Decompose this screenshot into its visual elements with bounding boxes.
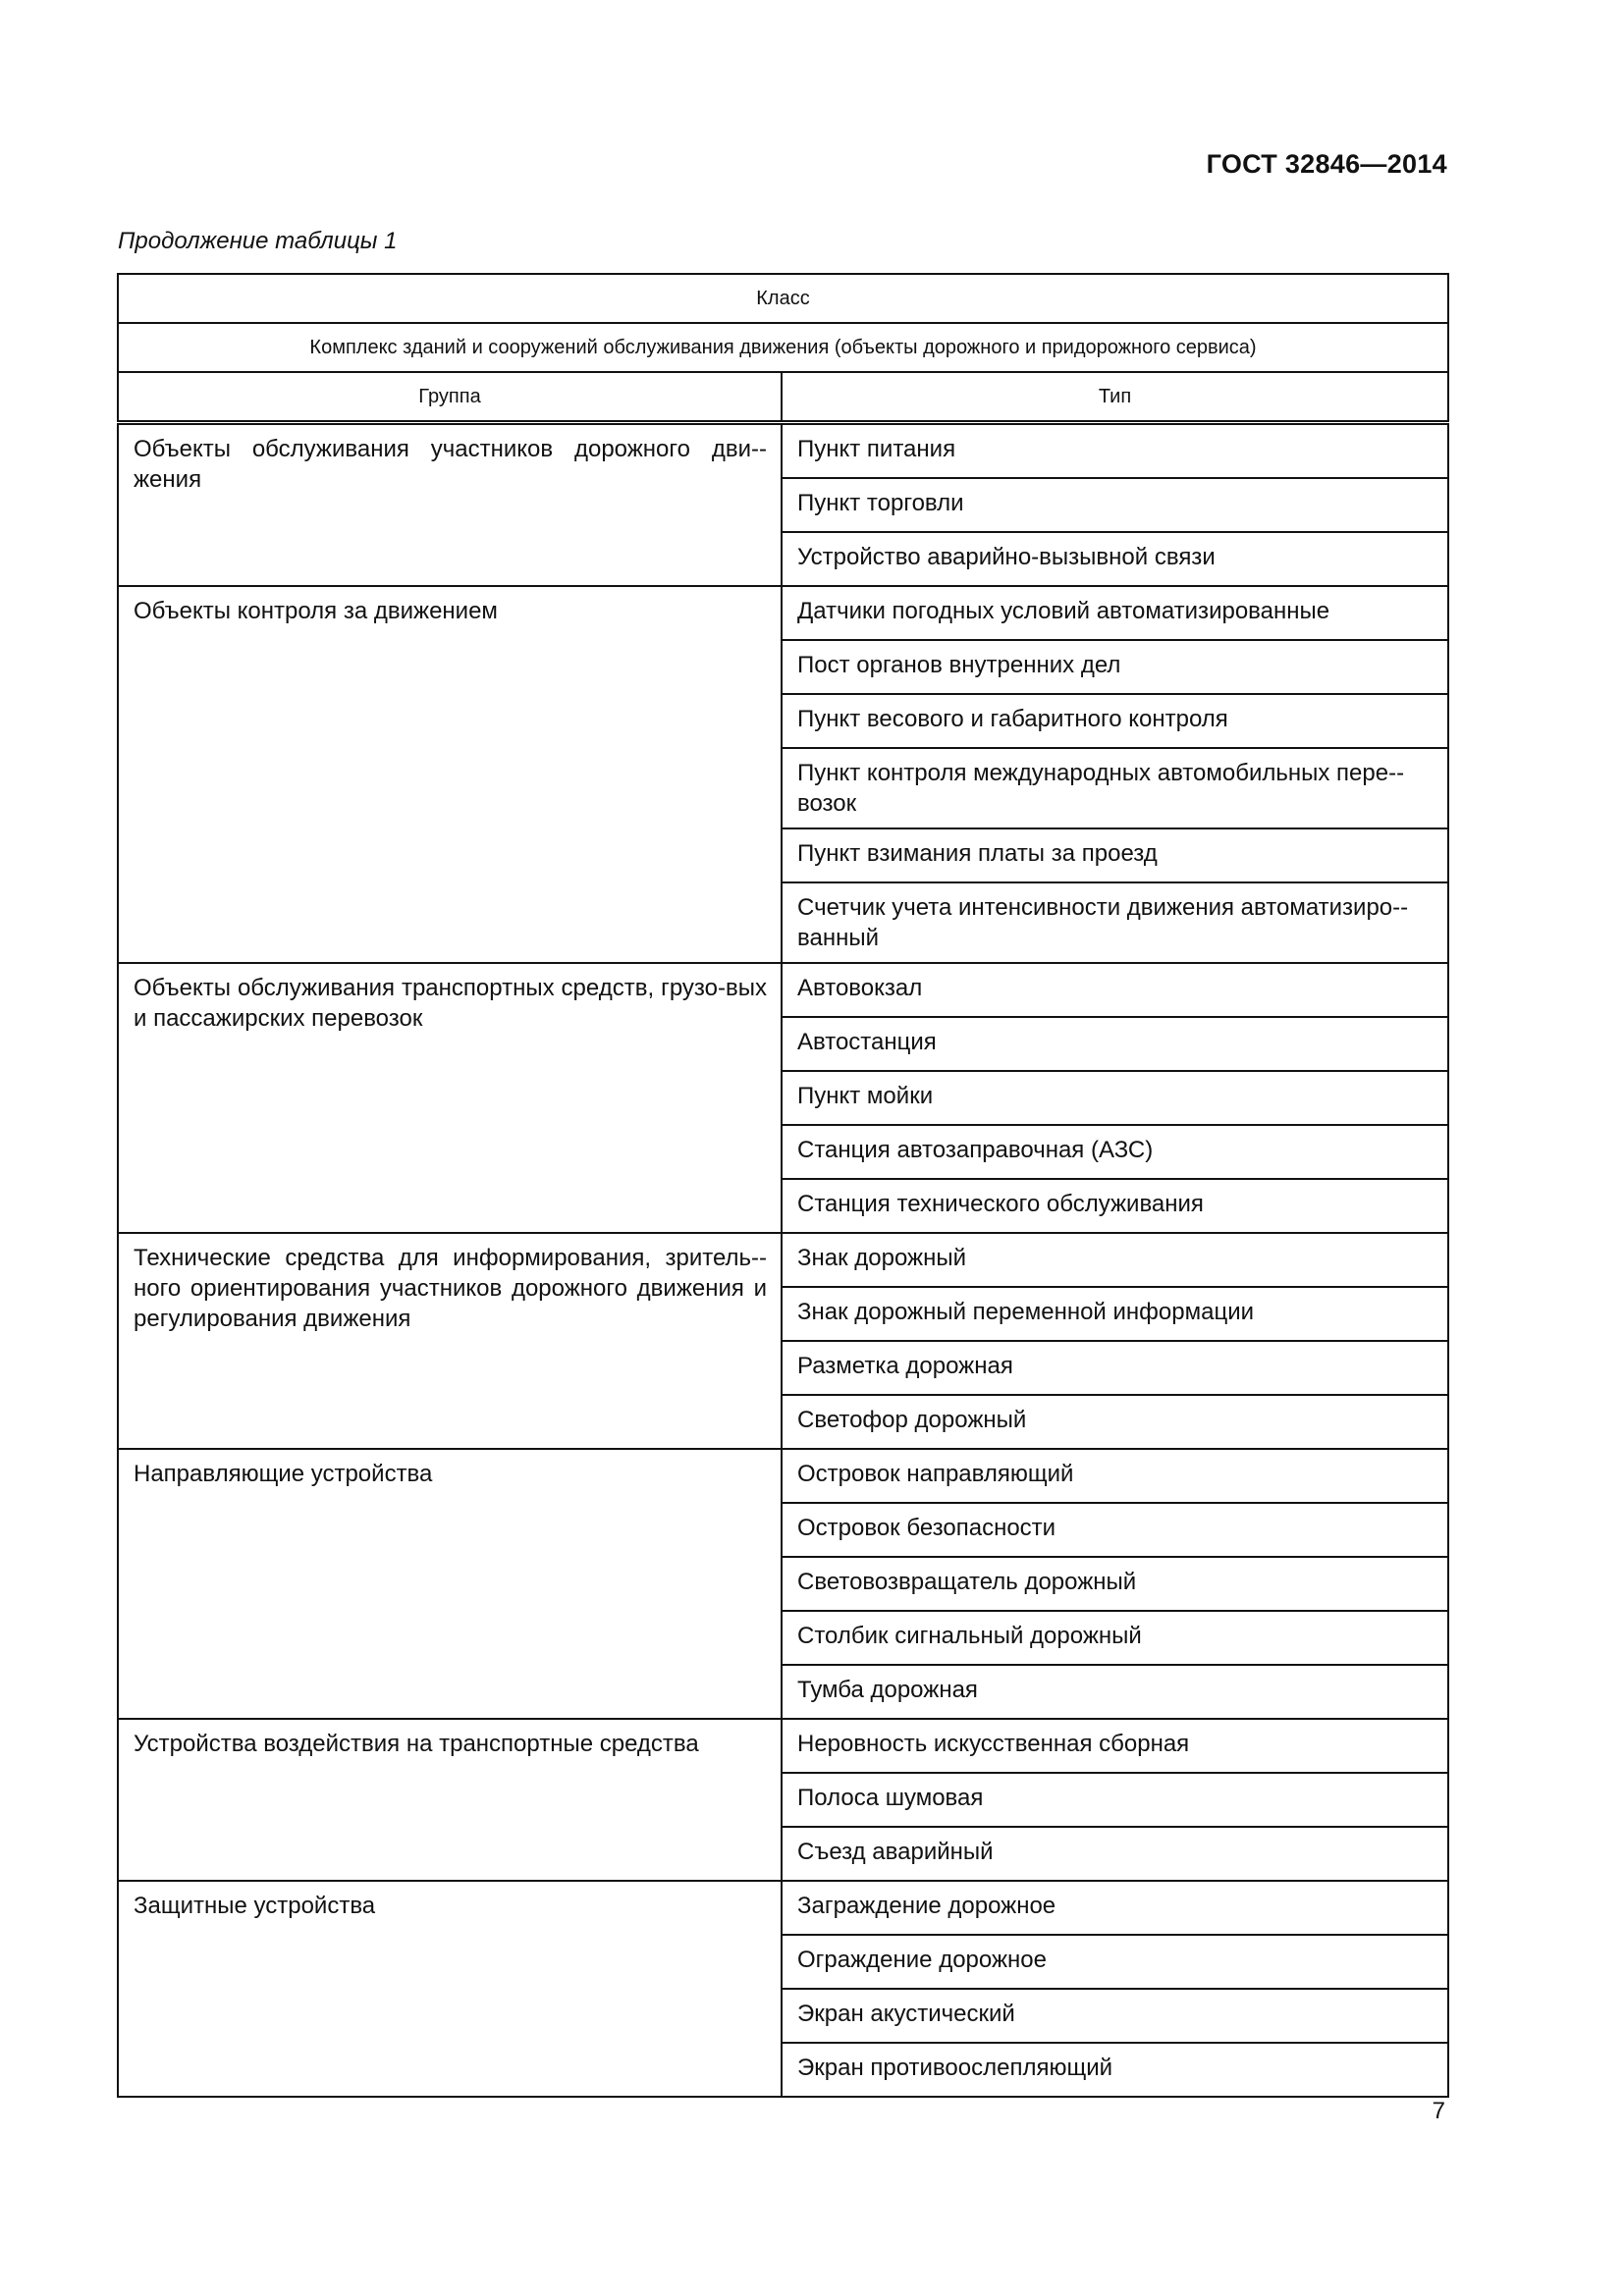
table-row <box>118 1233 1448 1287</box>
type-cell: Станция технического обслуживания <box>782 1179 1448 1233</box>
type-cell: Устройство аварийно-вызывной связи <box>782 532 1448 586</box>
group-cell: Устройства воздействия на транспортные средства <box>118 1719 782 1881</box>
table-row <box>118 586 1448 640</box>
document-code: ГОСТ 32846—2014 <box>1206 149 1447 179</box>
page-number: 7 <box>1432 2098 1445 2124</box>
group-cell: Объекты обслуживания участников дорожного дви-жения <box>118 423 782 587</box>
type-cell: Столбик сигнальный дорожный <box>782 1611 1448 1665</box>
type-cell: Полоса шумовая <box>782 1773 1448 1827</box>
type-cell: Автовокзал <box>782 963 1448 1017</box>
table-caption: Продолжение таблицы 1 <box>118 228 398 254</box>
group-cell: Защитные устройства <box>118 1881 782 2097</box>
type-cell: Экран акустический <box>782 1989 1448 2043</box>
table-row <box>118 1449 1448 1503</box>
group-cell: Направляющие устройства <box>118 1449 782 1719</box>
type-cell: Пункт мойки <box>782 1071 1448 1125</box>
type-cell: Станция автозаправочная (АЗС) <box>782 1125 1448 1179</box>
type-cell: Ограждение дорожное <box>782 1935 1448 1989</box>
table-row <box>118 1881 1448 1935</box>
group-cell: Объекты контроля за движением <box>118 586 782 963</box>
type-cell: Знак дорожный <box>782 1233 1448 1287</box>
type-cell: Пункт питания <box>782 423 1448 479</box>
table-row <box>118 963 1448 1017</box>
class-value: Комплекс зданий и сооружений обслуживания движения (объекты дорожного и придорожного сервиса) <box>118 323 1448 372</box>
type-cell: Автостанция <box>782 1017 1448 1071</box>
type-cell: Датчики погодных условий автоматизированные <box>782 586 1448 640</box>
type-cell: Островок безопасности <box>782 1503 1448 1557</box>
table-row <box>118 423 1448 479</box>
table-row <box>118 1719 1448 1773</box>
group-cell: Технические средства для информирования, зритель-ного ориентирования участников дорожного движения и регулирования движения <box>118 1233 782 1449</box>
type-cell: Неровность искусственная сборная <box>782 1719 1448 1773</box>
class-header: Класс <box>118 274 1448 323</box>
classification-table <box>117 273 1449 2098</box>
type-cell: Счетчик учета интенсивности движения автоматизиро-ванный <box>782 882 1448 963</box>
type-cell: Знак дорожный переменной информации <box>782 1287 1448 1341</box>
type-cell: Пункт контроля международных автомобильных пере-возок <box>782 748 1448 828</box>
group-column-header: Группа <box>118 372 782 423</box>
type-cell: Светофор дорожный <box>782 1395 1448 1449</box>
type-cell: Пункт весового и габаритного контроля <box>782 694 1448 748</box>
type-cell: Пункт взимания платы за проезд <box>782 828 1448 882</box>
type-cell: Световозвращатель дорожный <box>782 1557 1448 1611</box>
type-cell: Заграждение дорожное <box>782 1881 1448 1935</box>
group-cell: Объекты обслуживания транспортных средств, грузо-вых и пассажирских перевозок <box>118 963 782 1233</box>
type-cell: Съезд аварийный <box>782 1827 1448 1881</box>
type-cell: Тумба дорожная <box>782 1665 1448 1719</box>
type-cell: Пост органов внутренних дел <box>782 640 1448 694</box>
type-cell: Островок направляющий <box>782 1449 1448 1503</box>
type-column-header: Тип <box>782 372 1448 423</box>
type-cell: Разметка дорожная <box>782 1341 1448 1395</box>
table-body <box>118 423 1448 2098</box>
type-cell: Пункт торговли <box>782 478 1448 532</box>
type-cell: Экран противоослепляющий <box>782 2043 1448 2097</box>
